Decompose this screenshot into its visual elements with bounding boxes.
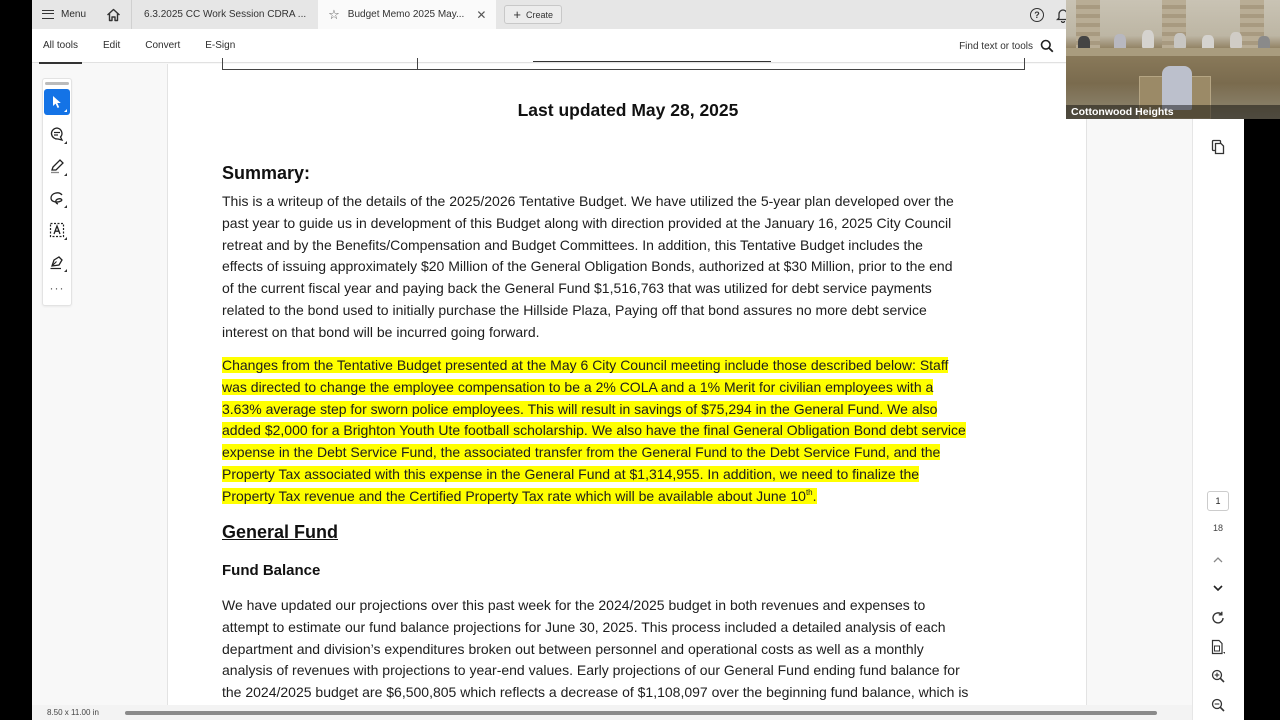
create-button[interactable] xyxy=(504,5,562,24)
tab-bar xyxy=(32,0,1244,29)
quick-tools-rail xyxy=(42,78,72,306)
summary-heading: Summary: xyxy=(222,163,311,183)
next-page-button[interactable] xyxy=(1207,577,1229,599)
sign-tool-button[interactable] xyxy=(44,249,70,275)
submenu-indicator xyxy=(64,173,67,176)
submenu-indicator xyxy=(64,141,67,144)
tab-label: Edit xyxy=(103,40,121,51)
tabbar-right-actions xyxy=(1030,0,1070,29)
plus-icon: + xyxy=(513,7,521,22)
text-line: retreat and by the Benefits/Compensation and Budget Committees. In addition, this Tentative Budget includes the xyxy=(222,236,923,253)
zoom-in-button[interactable] xyxy=(1207,665,1229,687)
tab-label: All tools xyxy=(43,40,79,51)
highlight-text: 3.63% average step for sworn police employees. This will result in savings of $75,294 in the General Fund. We also xyxy=(222,400,938,417)
highlight-text: expense in the Debt Service Fund, the associated transfer from the General Fund to the Debt Service Fund, and the xyxy=(222,444,941,461)
hamburger-icon xyxy=(42,10,54,19)
text-line: effects of issuing approximately $20 Million of the General Obligation Bonds, authorized at $30 Million, prior to the end xyxy=(222,258,953,275)
horizontal-scrollbar[interactable] xyxy=(125,711,1157,715)
search-icon xyxy=(1040,39,1054,53)
text-line: analysis of revenues with projections to year-end values. Early projections of our General Fund ending fund balance for xyxy=(222,662,960,679)
tab-document-cdra[interactable] xyxy=(132,0,318,29)
help-icon[interactable]: ? xyxy=(1030,8,1044,22)
zoom-out-icon xyxy=(1211,698,1225,712)
tab-all-tools[interactable] xyxy=(32,29,78,63)
zoom-in-icon xyxy=(1211,669,1225,683)
highlight-text-last xyxy=(222,488,817,504)
home-icon xyxy=(106,8,121,22)
video-figure xyxy=(1230,32,1242,48)
submenu-indicator xyxy=(64,269,67,272)
video-figure xyxy=(1114,34,1126,49)
tab-label: Convert xyxy=(145,40,181,51)
signature-pen-icon xyxy=(49,254,65,270)
general-fund-heading: General Fund xyxy=(222,522,339,542)
video-scene-dais xyxy=(1066,48,1280,56)
menu-button[interactable] xyxy=(32,0,96,29)
text-line: past year to guide us in development of this Budget along with direction provided at the January 16, 2025 City Council xyxy=(222,214,952,231)
submenu-indicator xyxy=(64,109,67,112)
highlight-text: Property Tax revenue and the Certified Property Tax rate which will be available about June 10 xyxy=(222,487,806,504)
refresh-icon xyxy=(1211,611,1225,625)
tab-label: 6.3.2025 CC Work Session CDRA ... xyxy=(144,9,307,20)
tab-label: Budget Memo 2025 May... xyxy=(347,9,465,20)
chevron-down-icon xyxy=(1213,585,1223,591)
status-bar xyxy=(32,705,1192,720)
highlighted-line xyxy=(222,355,1037,377)
text-line: This is a writeup of the details of the 2025/2026 Tentative Budget. We have utilized the 5-year plan developed over the xyxy=(222,193,954,209)
text-line: related to the bond used to initially purchase the Hillside Plaza, Paying off that bond assures no more debt service xyxy=(222,301,927,318)
freehand-draw-icon xyxy=(49,190,65,206)
highlighted-line xyxy=(222,399,1037,421)
fund-balance-paragraph xyxy=(222,595,1037,704)
page-display-button[interactable] xyxy=(1207,636,1229,658)
pdf-viewer-app xyxy=(32,0,1244,720)
pen-icon xyxy=(49,158,65,174)
fund-balance-heading: Fund Balance xyxy=(222,562,321,579)
tab-label: E-Sign xyxy=(205,40,236,51)
draw-tool-button[interactable] xyxy=(44,185,70,211)
highlight-text: Property Tax associated with this expense in the General Fund at $1,314,955. In addition, we need to finalize the xyxy=(222,465,920,482)
document-viewport[interactable] xyxy=(32,64,1192,705)
highlighted-line xyxy=(222,420,1037,442)
text-line: We have updated our projections over this past week for the 2024/2025 budget in both revenues and expenses to xyxy=(222,597,926,613)
total-pages: 18 xyxy=(1212,523,1223,533)
zoom-out-button[interactable] xyxy=(1207,694,1229,716)
signature-table xyxy=(222,58,1025,70)
comment-tool-button[interactable] xyxy=(44,121,70,147)
highlight-tool-button[interactable] xyxy=(44,153,70,179)
highlighted-line xyxy=(222,442,1037,464)
text-line: interest on that bond will be incurred going forward. xyxy=(222,323,540,340)
text-box-tool-button[interactable] xyxy=(44,217,70,243)
close-tab-icon[interactable]: ✕ xyxy=(476,7,487,22)
highlighted-line xyxy=(222,464,1037,486)
meeting-video-overlay xyxy=(1066,0,1280,119)
submenu-indicator xyxy=(64,205,67,208)
previous-page-button[interactable] xyxy=(1207,549,1229,571)
tab-edit[interactable] xyxy=(92,29,120,63)
pdf-page xyxy=(167,64,1087,705)
text-line: department and division’s expenditures broken out between personnel and operational costs as well as a monthly xyxy=(222,640,924,657)
select-tool-button[interactable] xyxy=(44,89,70,115)
more-tools-icon[interactable]: ··· xyxy=(49,281,65,295)
highlight-text: was directed to change the employee compensation to be a 2% COLA and a 1% Merit for civilian employees with a xyxy=(222,378,934,395)
summary-paragraph xyxy=(222,191,1037,344)
video-figure xyxy=(1202,35,1214,49)
video-figure xyxy=(1142,30,1154,48)
drag-handle[interactable] xyxy=(45,82,69,85)
changes-paragraph-highlighted xyxy=(222,355,1037,508)
home-button[interactable] xyxy=(96,0,132,29)
current-page-input[interactable]: 1 xyxy=(1207,491,1229,511)
signature-line xyxy=(533,61,771,62)
video-figure xyxy=(1174,33,1186,48)
star-icon[interactable]: ☆ xyxy=(328,6,340,22)
text-box-icon xyxy=(49,222,65,238)
create-label: Create xyxy=(525,9,553,20)
table-divider xyxy=(417,58,418,70)
ordinal-suffix: th xyxy=(805,487,813,497)
page-fit-icon xyxy=(1210,639,1226,655)
highlighted-line xyxy=(222,377,1037,399)
chevron-up-icon xyxy=(1213,557,1223,563)
cursor-arrow-icon xyxy=(51,95,63,109)
page-size-readout: 8.50 x 11.00 in xyxy=(47,708,99,717)
text-line: of the current fiscal year and paying back the General Fund $1,516,763 that was utilized for debt service payments xyxy=(222,280,932,297)
highlight-text: added $2,000 for a Brighton Youth Ute football scholarship. We also have the final General Obligation Bond debt service xyxy=(222,422,966,439)
organize-pages-button[interactable] xyxy=(1207,136,1229,158)
last-updated-date: Last updated May 28, 2025 xyxy=(517,100,739,120)
submenu-indicator xyxy=(64,237,67,240)
right-side-panel xyxy=(1192,64,1244,720)
highlight-text: Changes from the Tentative Budget presented at the May 6 City Council meeting include those described below: Staff xyxy=(222,357,949,373)
copy-pages-icon xyxy=(1211,139,1225,155)
refresh-button[interactable] xyxy=(1207,607,1229,629)
tab-document-budget-memo[interactable] xyxy=(318,0,496,29)
tab-convert[interactable] xyxy=(134,29,180,63)
menu-label: Menu xyxy=(61,9,87,20)
video-figure-speaker xyxy=(1162,66,1192,110)
video-caption: Cottonwood Heights xyxy=(1066,105,1280,119)
text-line: the 2024/2025 budget are $6,500,805 which reflects a decrease of $1,108,097 over the beginning fund balance, which is xyxy=(222,684,969,701)
period: . xyxy=(812,487,817,504)
find-label: Find text or tools xyxy=(959,40,1033,52)
comment-icon xyxy=(49,126,65,142)
highlighted-line xyxy=(222,486,1037,508)
text-line: attempt to estimate our fund balance projections for June 30, 2025. This process included a detailed analysis of each xyxy=(222,618,946,635)
